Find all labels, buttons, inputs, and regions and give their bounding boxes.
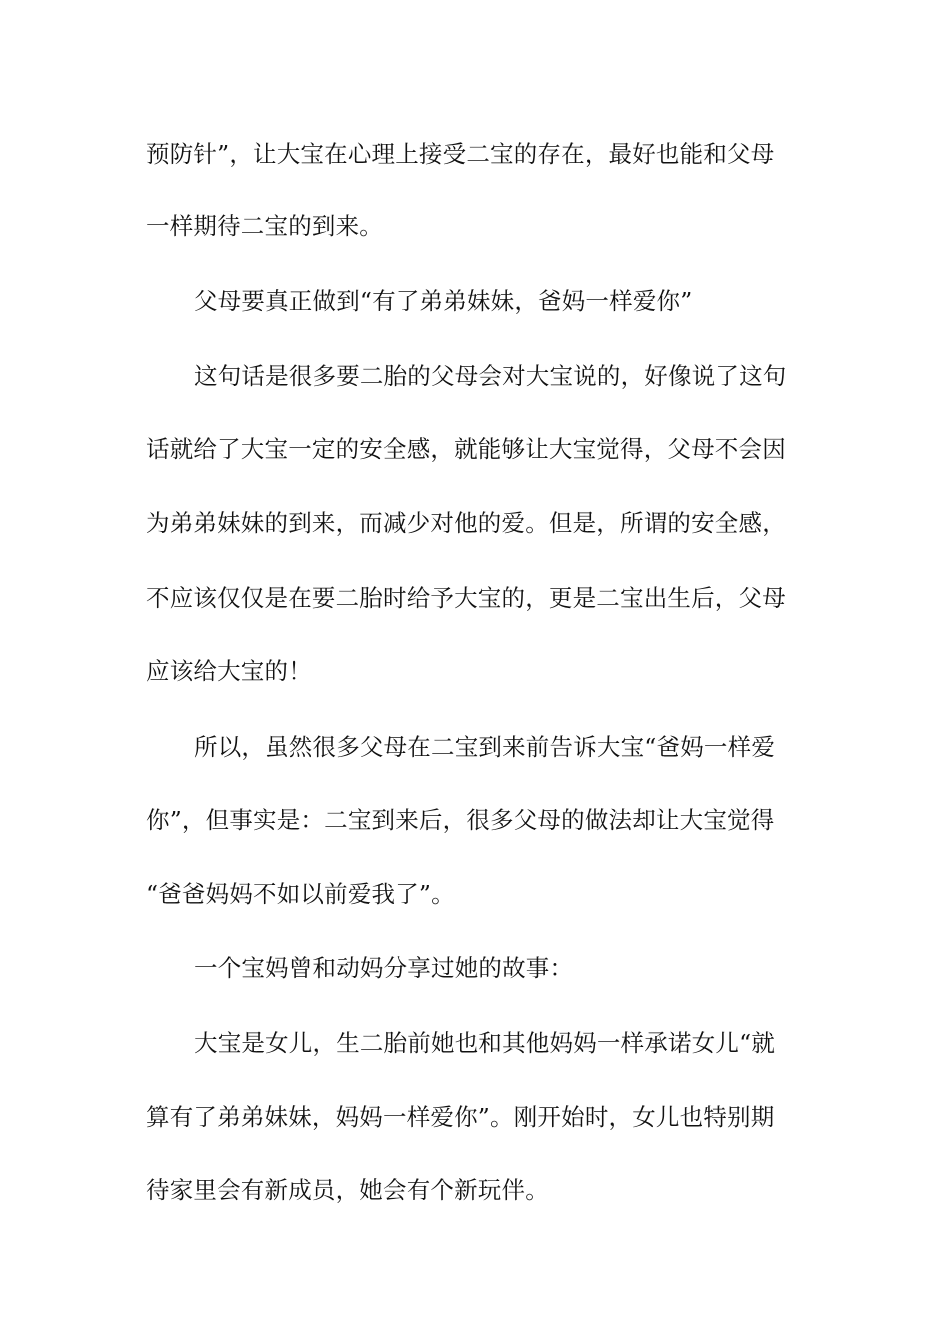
text-line: 为弟弟妹妹的到来，而减少对他的爱。但是，所谓的安全感， bbox=[146, 509, 786, 537]
section-heading: 父母要真正做到“有了弟弟妹妹，爸妈一样爱你” bbox=[194, 287, 693, 315]
text-line: 一个宝妈曾和动妈分享过她的故事： bbox=[194, 954, 574, 982]
text-line: 预防针”，让大宝在心理上接受二宝的存在，最好也能和父母 bbox=[146, 140, 775, 168]
text-line: 这句话是很多要二胎的父母会对大宝说的，好像说了这句 bbox=[194, 362, 787, 390]
text-line: 算有了弟弟妹妹，妈妈一样爱你”。刚开始时，女儿也特别期 bbox=[146, 1103, 775, 1131]
text-line: 大宝是女儿，生二胎前她也和其他妈妈一样承诺女儿“就 bbox=[194, 1029, 776, 1057]
text-line: 待家里会有新成员，她会有个新玩伴。 bbox=[146, 1176, 549, 1204]
text-line: 一样期待二宝的到来。 bbox=[146, 212, 383, 240]
text-line: 所以，虽然很多父母在二宝到来前告诉大宝“爸妈一样爱 bbox=[194, 733, 776, 761]
text-line: “爸爸妈妈不如以前爱我了”。 bbox=[146, 880, 455, 908]
text-line: 你”，但事实是：二宝到来后，很多父母的做法却让大宝觉得 bbox=[146, 806, 775, 834]
text-line: 不应该仅仅是在要二胎时给予大宝的，更是二宝出生后，父母 bbox=[146, 584, 786, 612]
text-line: 话就给了大宝一定的安全感，就能够让大宝觉得，父母不会因 bbox=[146, 435, 786, 463]
text-line: 应该给大宝的！ bbox=[146, 657, 312, 685]
